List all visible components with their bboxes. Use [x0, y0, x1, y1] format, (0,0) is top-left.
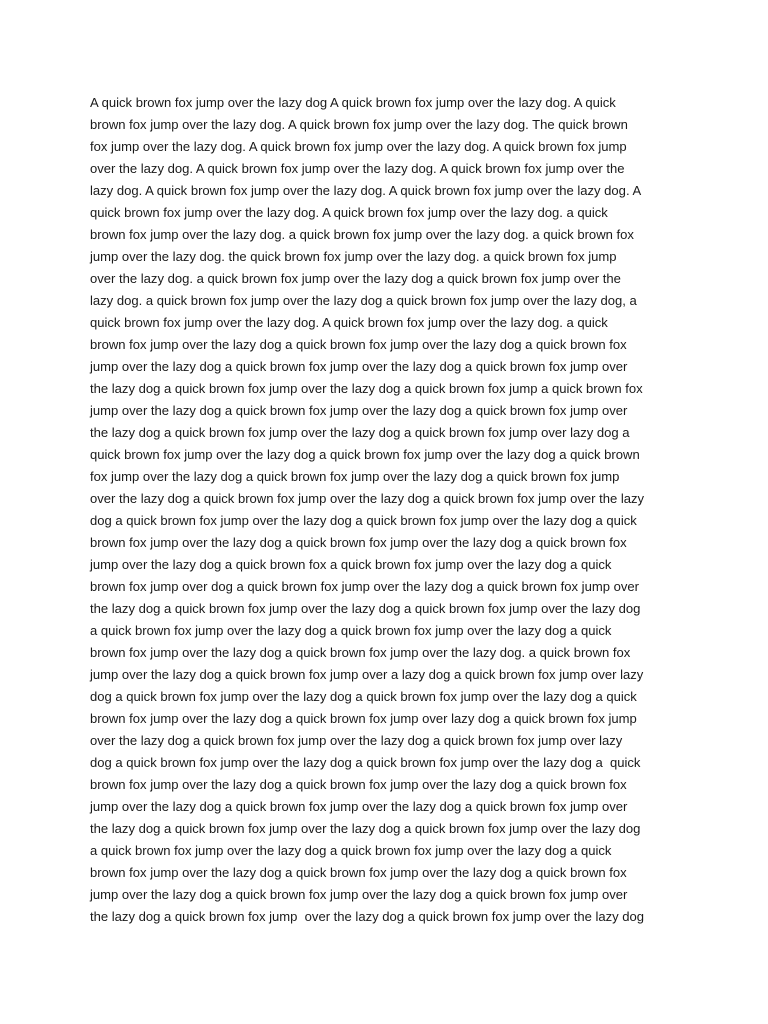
text-line: a quick brown fox jump over the lazy dog a quick brown fox jump over the lazy dog a quick — [90, 623, 612, 638]
text-line: dog a quick brown fox jump over the lazy dog a quick brown fox jump over the lazy dog a quick — [90, 755, 641, 770]
text-line: dog a quick brown fox jump over the lazy dog a quick brown fox jump over the lazy dog a quick — [90, 689, 637, 704]
text-line: brown fox jump over the lazy dog a quick brown fox jump over the lazy dog a quick brown fox — [90, 535, 627, 550]
text-line: lazy dog. A quick brown fox jump over the lazy dog. A quick brown fox jump over the lazy dog. A — [90, 183, 642, 198]
text-line: brown fox jump over dog a quick brown fox jump over the lazy dog a quick brown fox jump over — [90, 579, 639, 594]
text-line: brown fox jump over the lazy dog a quick brown fox jump over the lazy dog a quick brown fox — [90, 777, 627, 792]
text-line: jump over the lazy dog a quick brown fox jump over the lazy dog a quick brown fox jump over — [90, 359, 628, 374]
text-line: fox jump over the lazy dog a quick brown fox jump over the lazy dog a quick brown fox jump — [90, 469, 620, 484]
text-line: over the lazy dog. a quick brown fox jump over the lazy dog a quick brown fox jump over the — [90, 271, 621, 286]
text-line: brown fox jump over the lazy dog a quick brown fox jump over lazy dog a quick brown fox jump — [90, 711, 637, 726]
text-line: lazy dog. a quick brown fox jump over the lazy dog a quick brown fox jump over the lazy dog, a — [90, 293, 637, 308]
text-line: fox jump over the lazy dog. A quick brown fox jump over the lazy dog. A quick brown fox jump — [90, 139, 627, 154]
text-line: brown fox jump over the lazy dog. A quick brown fox jump over the lazy dog. The quick brown — [90, 117, 628, 132]
text-line: over the lazy dog a quick brown fox jump over the lazy dog a quick brown fox jump over the lazy — [90, 491, 645, 506]
text-line: jump over the lazy dog a quick brown fox jump over a lazy dog a quick brown fox jump over lazy — [90, 667, 644, 682]
text-line: over the lazy dog a quick brown fox jump over the lazy dog a quick brown fox jump over lazy — [90, 733, 623, 748]
text-line: the lazy dog a quick brown fox jump over the lazy dog a quick brown fox jump over the lazy dog — [90, 601, 641, 616]
text-line: A quick brown fox jump over the lazy dog A quick brown fox jump over the lazy dog. A quick — [90, 95, 616, 110]
text-line: brown fox jump over the lazy dog a quick brown fox jump over the lazy dog a quick brown fox — [90, 337, 627, 352]
text-line: a quick brown fox jump over the lazy dog a quick brown fox jump over the lazy dog a quick — [90, 843, 612, 858]
body-paragraph — [90, 92, 690, 928]
text-line: dog a quick brown fox jump over the lazy dog a quick brown fox jump over the lazy dog a quick — [90, 513, 637, 528]
text-line: the lazy dog a quick brown fox jump over the lazy dog a quick brown fox jump a quick brown fox — [90, 381, 643, 396]
text-line: jump over the lazy dog a quick brown fox jump over the lazy dog a quick brown fox jump over — [90, 887, 628, 902]
text-line: jump over the lazy dog a quick brown fox a quick brown fox jump over the lazy dog a quick — [90, 557, 612, 572]
text-line: quick brown fox jump over the lazy dog. A quick brown fox jump over the lazy dog. a quick — [90, 315, 608, 330]
text-line: brown fox jump over the lazy dog. a quick brown fox jump over the lazy dog. a quick brown fox — [90, 227, 634, 242]
text-line: jump over the lazy dog a quick brown fox jump over the lazy dog a quick brown fox jump over — [90, 403, 628, 418]
text-line: jump over the lazy dog. the quick brown fox jump over the lazy dog. a quick brown fox jump — [90, 249, 617, 264]
text-line: jump over the lazy dog a quick brown fox jump over the lazy dog a quick brown fox jump over — [90, 799, 628, 814]
text-line: over the lazy dog. A quick brown fox jump over the lazy dog. A quick brown fox jump over the — [90, 161, 625, 176]
text-line: quick brown fox jump over the lazy dog a quick brown fox jump over the lazy dog a quick brown — [90, 447, 640, 462]
text-line: brown fox jump over the lazy dog a quick brown fox jump over the lazy dog a quick brown fox — [90, 865, 627, 880]
text-line: the lazy dog a quick brown fox jump over the lazy dog a quick brown fox jump over the lazy dog — [90, 821, 641, 836]
text-line: the lazy dog a quick brown fox jump over the lazy dog a quick brown fox jump over lazy dog a — [90, 425, 630, 440]
text-line: brown fox jump over the lazy dog a quick brown fox jump over the lazy dog. a quick brown fox — [90, 645, 631, 660]
text-line: quick brown fox jump over the lazy dog. A quick brown fox jump over the lazy dog. a quick — [90, 205, 608, 220]
text-line: the lazy dog a quick brown fox jump over the lazy dog a quick brown fox jump over the lazy dog — [90, 909, 645, 924]
